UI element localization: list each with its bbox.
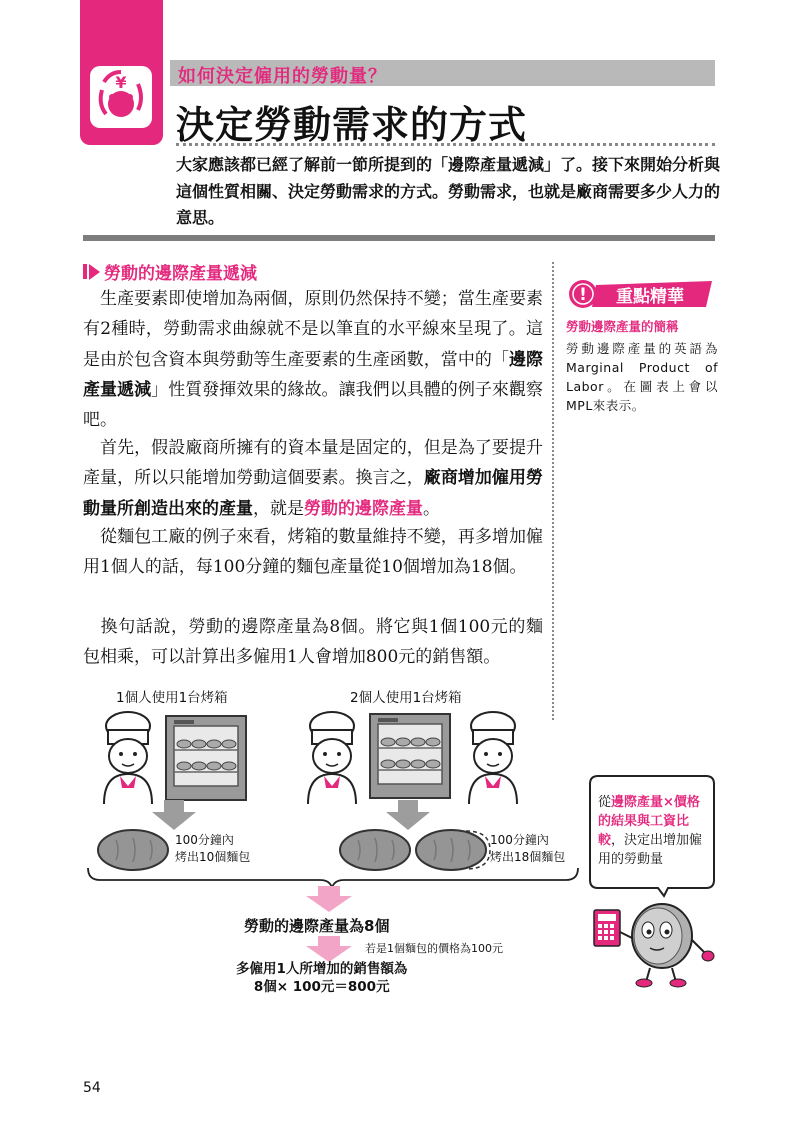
- emphasis-text: 廠商增加僱用勞動量所創造出來的產量: [83, 468, 544, 519]
- bubble-text: 從邊際產量×價格的結果與工資比較，決定出增加僱用的勞動量: [598, 795, 703, 867]
- right-caption: 2個人使用1台烤箱: [350, 690, 462, 706]
- section-subtitle: 如何決定僱用的勞動量？: [178, 66, 387, 87]
- paragraph-1: 生產要素即使增加為兩個，原則仍然保持不變；當生產要素有2種時，勞動需求曲線就不是以筆直的水平線來呈現了。這是由於包含資本與勞動等生產要素的生產函數，當中的「邊際產量遞減」性質發揮效果的緣故。讓我們以具體的例子來觀察吧。: [83, 289, 544, 431]
- page-title: 決定勞動需求的方式: [176, 103, 528, 147]
- bread-icon: [416, 830, 486, 870]
- sidebar-body: 勞動邊際產量的英語為Marginal Product of Labor。在圖表上會以MPL來表示。: [566, 341, 718, 413]
- right-output: 100分鐘內 烤出18個麵包: [490, 833, 566, 864]
- emphasis-text: 邊際產量遞減: [83, 349, 544, 400]
- section-heading: [83, 259, 257, 284]
- calculator-icon: [594, 910, 620, 946]
- brace: [88, 868, 578, 888]
- pink-arrow-icon: [306, 936, 352, 962]
- oven-icon: [166, 716, 246, 800]
- heading-bar-icon: [83, 264, 87, 279]
- baker-icon: [104, 712, 152, 804]
- baker-icon: [469, 712, 517, 804]
- badge-label: 重點精華: [616, 287, 684, 307]
- header-rule: [83, 235, 715, 241]
- chapter-tab: [80, 0, 163, 145]
- yen-cycle-icon: [88, 64, 154, 130]
- down-arrow-icon: [386, 800, 430, 830]
- price-condition: 若是1個麵包的價格為100元: [365, 942, 503, 955]
- coin-mascot: [592, 896, 717, 988]
- dotted-divider: [176, 143, 715, 146]
- left-caption: 1個人使用1台烤箱: [116, 690, 228, 706]
- oven-icon: [370, 714, 450, 798]
- bread-icon: [340, 830, 410, 870]
- paragraph-2: 首先，假設廠商所擁有的資本量是固定的，但是為了要提升產量，所以只能增加勞動這個要素。換言之，廠商增加僱用勞動量所創造出來的產量，就是勞動的邊際產量。: [83, 438, 544, 519]
- section-heading-text: 勞動的邊際產量遞減: [104, 264, 257, 284]
- pink-arrow-icon: [306, 886, 352, 912]
- key-term: 勞動的邊際產量: [304, 498, 423, 519]
- column-divider: [552, 262, 554, 720]
- key-point-badge: [566, 277, 716, 315]
- svg-text:¥: ¥: [115, 73, 127, 92]
- bread-icon: [98, 830, 168, 870]
- intro-text: 大家應該都已經了解前一節所提到的「邊際產量遞減」了。接下來開始分析與這個性質相關、決定勞動需求的方式。勞動需求，也就是廠商需要多少人力的意思。: [176, 155, 721, 227]
- page-number: 54: [83, 1080, 101, 1096]
- triangle-arrow-icon: [89, 264, 100, 280]
- sidebar-title: 勞動邊際產量的簡稱: [566, 319, 679, 334]
- down-arrow-icon: [152, 800, 196, 830]
- marginal-product-result: 勞動的邊際產量為8個: [244, 917, 390, 935]
- baker-icon: [308, 712, 356, 804]
- paragraph-3: 從麵包工廠的例子來看，烤箱的數量維持不變，再多增加僱用1個人的話，每100分鐘的麵包產量從10個增加為18個。: [83, 527, 543, 578]
- sales-result: 多僱用1人所增加的銷售額為 8個× 100元＝800元: [236, 961, 408, 995]
- left-output: 100分鐘內 烤出10個麵包: [175, 833, 251, 864]
- paragraph-4: 換句話說，勞動的邊際產量為8個。將它與1個100元的麵包相乘，可以計算出多僱用1人會增加800元的銷售額。: [83, 617, 543, 668]
- exclamation-icon: !: [579, 285, 587, 305]
